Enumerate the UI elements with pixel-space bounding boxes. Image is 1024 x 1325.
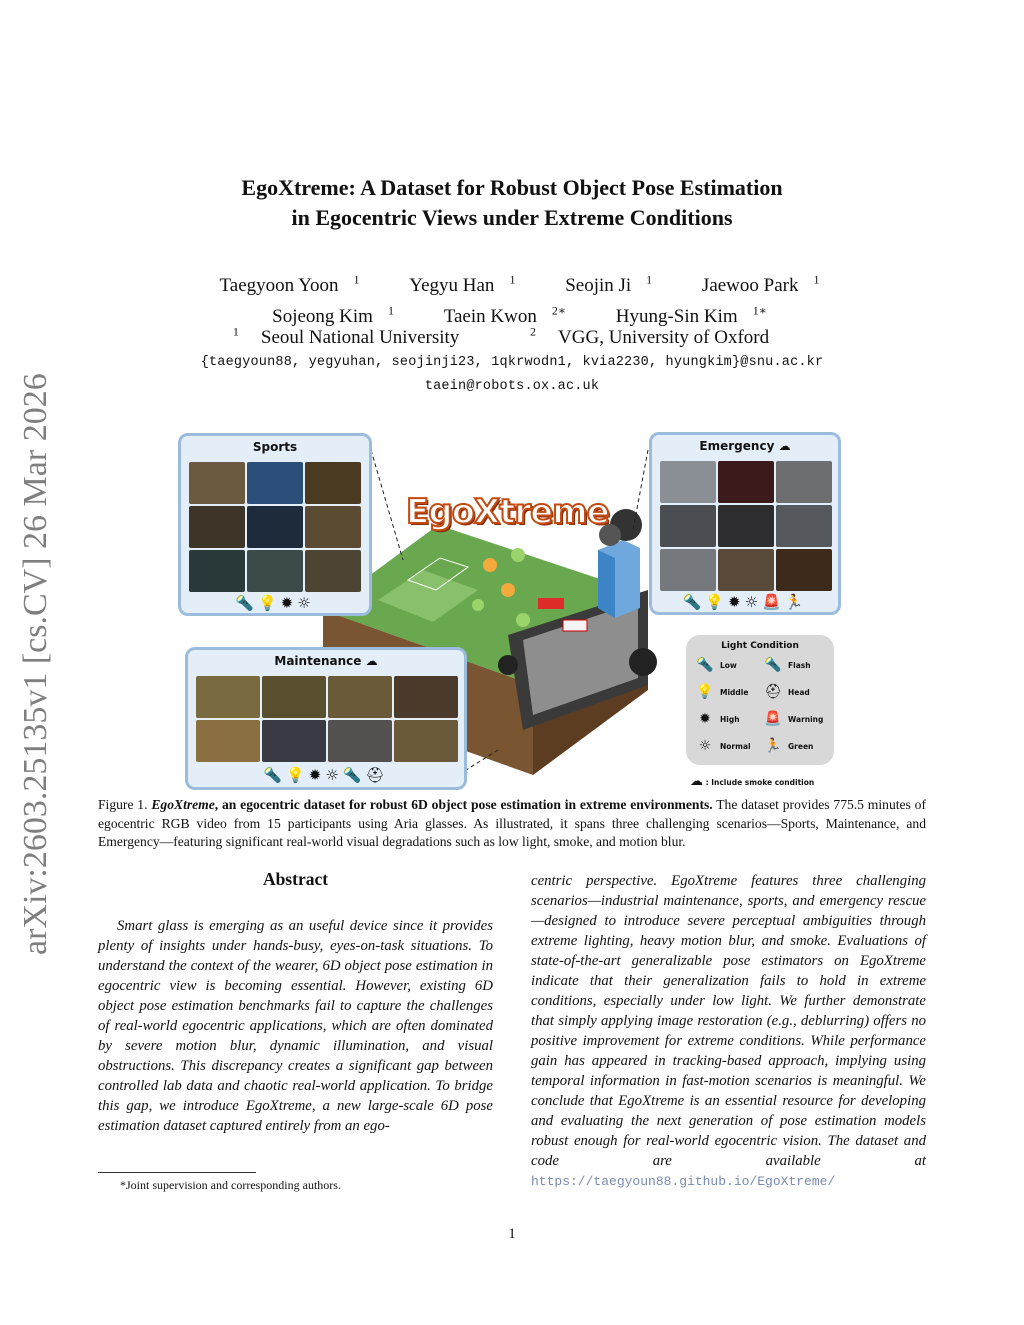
sun-icon: ☼ <box>744 593 763 611</box>
author: Taegyoon Yoon $^1$ <box>219 273 360 297</box>
legend-item-head: ⛑ Head <box>764 684 810 700</box>
burst-icon: ✹ <box>308 766 326 784</box>
figure-1 <box>178 430 858 790</box>
sun-icon: ☼ <box>297 594 315 612</box>
flashlight-icon: 🔦 <box>342 766 366 784</box>
caption-label: Figure 1. <box>98 797 148 812</box>
caption-text: The dataset provides 775.5 minutes of egocentric RGB video from 15 participants using Aria glasses. As illustrated, it spans three challenging scenarios—Sports, Maintenance, and Emergency—featuring significant real-world visual degradations such as low light, smoke, and motion blur. <box>98 797 926 850</box>
author: Jaewoo Park $^1$ <box>701 273 820 297</box>
legend-item-green: 🏃 Green <box>764 738 814 754</box>
project-link[interactable]: https://taegyoun88.github.io/EgoXtreme/ <box>531 1174 836 1189</box>
flashlight-icon: 🔦 <box>696 657 714 673</box>
smoke-condition-note: ☁ : Include smoke condition <box>690 774 815 789</box>
flashlight-icon: 🔦 <box>235 594 258 612</box>
legend-item-normal: ☼ Normal <box>696 738 751 754</box>
flashlight-icon: 🔦 <box>682 593 706 611</box>
smoke-icon: ☁ <box>690 774 703 789</box>
legend-item-low: 🔦 Low <box>696 657 737 673</box>
affiliation: $^1$ Seoul National University <box>232 325 460 349</box>
caption-bold: , an egocentric dataset for robust 6D object pose estimation in extreme environments. <box>214 797 713 812</box>
title-line-2: in Egocentric Views under Extreme Conditions <box>291 205 733 230</box>
smoke-icon: ☁ <box>365 654 378 668</box>
burst-icon: ✹ <box>280 594 298 612</box>
page-number: 1 <box>508 1226 516 1242</box>
exit-sign-icon: 🏃 <box>764 738 782 754</box>
burst-icon: ✹ <box>727 593 745 611</box>
author: Seojin Ji $^1$ <box>565 273 653 297</box>
legend-item-flash: 🔦 Flash <box>764 657 811 673</box>
emergency-panel <box>649 432 841 615</box>
author-row-1 <box>0 268 1024 298</box>
exit-sign-icon: 🏃 <box>784 593 808 611</box>
light-condition-legend <box>686 635 834 765</box>
affiliations <box>0 325 1024 349</box>
email-line-1: {taegyoun88, yegyuhan, seojinji23, 1qkrwodn1, kvia2230, hyungkim}@snu.ac.kr <box>200 355 824 370</box>
flashlight-icon: 🔦 <box>764 657 782 673</box>
abstract-right-column <box>531 871 926 1192</box>
sports-light-icons <box>181 594 369 612</box>
headlamp-icon: ⛑ <box>764 684 782 700</box>
footnote-rule <box>98 1172 256 1173</box>
lightbulb-icon: 💡 <box>257 594 281 612</box>
abstract-right-text: centric perspective. EgoXtreme features three challenging scenarios—industrial maintenance, sports, and emergency rescue—designed to introduce severe perceptual ambiguities through extreme lighting, heavy motion blur, and smoke. Evaluations of state-of-the-art generalizable pose estimators on EgoXtreme indicate that their generalization fails to hold in extreme conditions, especially under low light. We further demonstrate that simply applying image restoration (e.g., deblurring) offers no positive improvement for extreme conditions. While performance gain has appeared in tracking-based approach, implying using temporal information in fast-motion scenarios is meaningful. We conclude that EgoXtreme is an essential resource for developing and evaluating the next generation of pose estimation models robust enough for real-world egocentric vision. The dataset and code are available at <box>531 873 926 1169</box>
title-line-1: EgoXtreme: A Dataset for Robust Object Pose Estimation <box>241 175 783 200</box>
author-list <box>0 268 1024 329</box>
lightbulb-icon: 💡 <box>286 766 309 784</box>
maintenance-panel-title: Maintenance ☁ <box>274 654 378 668</box>
emergency-thumbnails <box>660 461 832 591</box>
sports-thumbnails <box>189 462 361 592</box>
email-line-2: taein@robots.ox.ac.uk <box>424 379 600 394</box>
egoxtreme-logo: EgoXtreme <box>406 492 609 532</box>
legend-title: Light Condition <box>721 641 799 651</box>
headlamp-icon: ⛑ <box>365 766 389 784</box>
warning-light-icon: 🚨 <box>762 593 785 611</box>
emergency-panel-title: Emergency ☁ <box>699 439 791 453</box>
flashlight-icon: 🔦 <box>263 766 287 784</box>
sports-panel-title: Sports <box>252 440 298 454</box>
legend-item-middle: 💡 Middle <box>696 684 749 700</box>
author: Sojeong Kim $^1$ <box>272 303 394 327</box>
burst-icon: ✹ <box>699 711 711 727</box>
maintenance-light-icons <box>188 766 464 784</box>
lightbulb-icon: 💡 <box>705 593 728 611</box>
figure-caption <box>98 796 926 852</box>
author: Yegyu Han $^1$ <box>409 273 516 297</box>
legend-item-warning: 🚨 Warning <box>764 711 824 727</box>
maintenance-panel <box>185 647 467 790</box>
arxiv-identifier: arXiv:2603.25135v1 [cs.CV] 26 Mar 2026 <box>17 373 54 955</box>
lightbulb-icon: 💡 <box>696 684 714 700</box>
sun-icon: ☼ <box>698 738 712 754</box>
abstract-left-column: Smart glass is emerging as an useful device since it provides plenty of insights under hands-busy, eyes-on-task situations. To understand the context of the wearer, 6D object pose estimation in egocentric view is becoming essential. However, existing 6D object pose estimation benchmarks fail to capture the challenges of real-world egocentric applications, which are often dominated by severe motion blur, dynamic illumination, and visual obstructions. This discrepancy creates a significant gap between controlled lab data and chaotic real-world application. To bridge this gap, we introduce EgoXtreme, a new large-scale 6D pose estimation dataset captured entirely from an ego- <box>98 918 493 1134</box>
caption-bold-italic: EgoXtreme <box>151 797 215 812</box>
maintenance-thumbnails <box>196 676 458 762</box>
abstract-heading: Abstract <box>262 869 329 889</box>
affiliation: $^2$ VGG, University of Oxford <box>530 325 770 349</box>
author: Hyung-Sin Kim $^{1∗}$ <box>615 303 767 327</box>
author: Taein Kwon $^{2∗}$ <box>443 303 566 327</box>
sun-icon: ☼ <box>325 766 343 784</box>
warning-light-icon: 🚨 <box>764 711 782 727</box>
paper-title <box>0 173 1024 233</box>
legend-item-high: ✹ High <box>696 711 740 727</box>
smoke-icon: ☁ <box>778 439 791 453</box>
footnote: *Joint supervision and corresponding authors. <box>120 1178 341 1192</box>
sports-panel <box>178 433 372 616</box>
emergency-light-icons <box>652 593 838 611</box>
